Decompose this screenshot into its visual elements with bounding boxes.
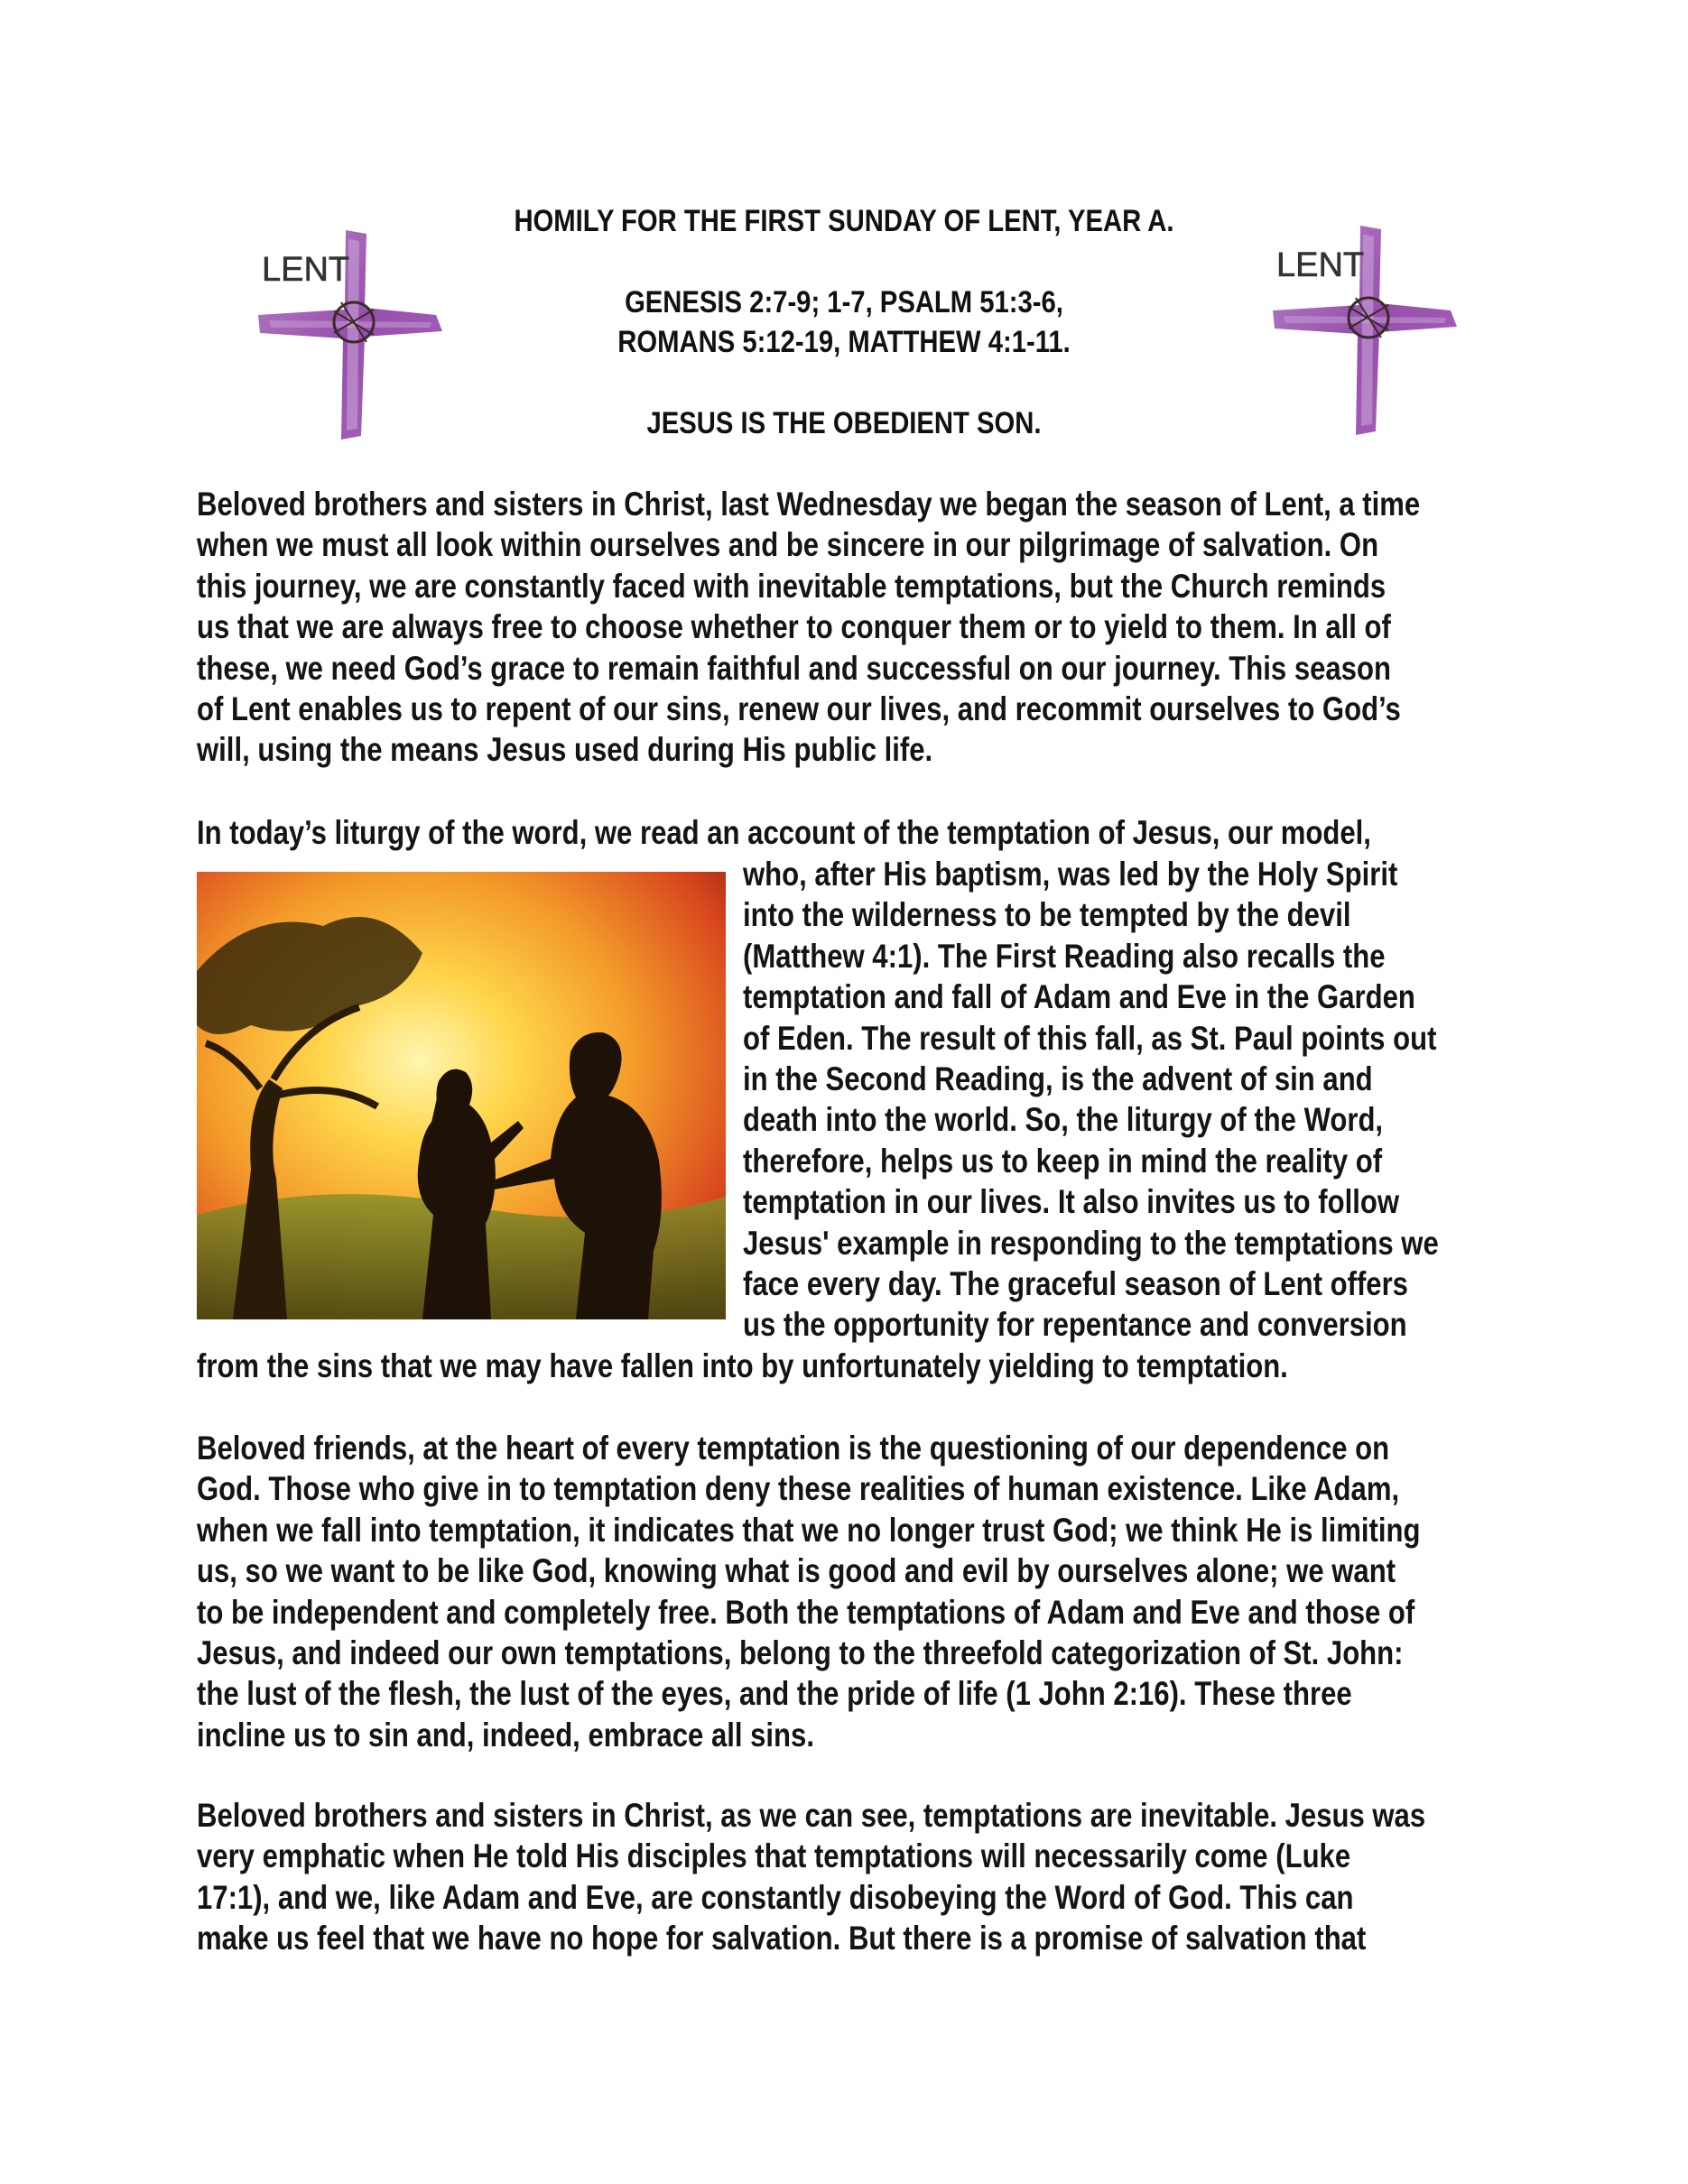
text-line: Beloved friends, at the heart of every temptation is the questioning of our dependence on [197, 1430, 1390, 1467]
text-line: very emphatic when He told His disciples that temptations will necessarily come (Luke [197, 1837, 1351, 1875]
svg-text:LENT: LENT [1276, 246, 1365, 284]
homily-theme: JESUS IS THE OBEDIENT SON. [646, 406, 1042, 440]
text-line: in the Second Reading, is the advent of sin and [743, 1060, 1373, 1098]
text-line: of Eden. The result of this fall, as St. Paul points out [743, 1019, 1437, 1057]
text-line: this journey, we are constantly faced with inevitable temptations, but the Church reminds [197, 567, 1387, 605]
paragraph-4 [197, 1795, 1426, 1959]
text-line: God. Those who give in to temptation deny these realities of human existence. Like Adam, [197, 1470, 1400, 1508]
text-line: to be independent and completely free. Both the temptations of Adam and Eve and those of [197, 1593, 1415, 1631]
text-line: into the wilderness to be tempted by the devil [743, 896, 1351, 934]
text-line: when we must all look within ourselves and be sincere in our pilgrimage of salvation. On [197, 526, 1379, 564]
lent-cross-logo-right [1266, 217, 1473, 442]
homily-title: HOMILY FOR THE FIRST SUNDAY OF LENT, YEAR A. [514, 204, 1174, 238]
text-line: the lust of the flesh, the lust of the eyes, and the pride of life (1 John 2:16). These three [197, 1675, 1352, 1713]
text-line: temptation and fall of Adam and Eve in the Garden [743, 978, 1415, 1016]
text-line: In today’s liturgy of the word, we read an account of the temptation of Jesus, our model, [197, 814, 1371, 851]
text-line: from the sins that we may have fallen into by unfortunately yielding to temptation. [197, 1347, 1288, 1384]
text-line: therefore, helps us to keep in mind the reality of [743, 1142, 1383, 1180]
adam-and-eve-illustration [197, 872, 726, 1319]
text-line: incline us to sin and, indeed, embrace all sins. [197, 1716, 814, 1754]
paragraph-2-wrapped [743, 854, 1439, 1346]
text-line: Beloved brothers and sisters in Christ, as we can see, temptations are inevitable. Jesus was [197, 1797, 1426, 1834]
paragraph-1 [197, 484, 1421, 771]
paragraph-3 [197, 1428, 1421, 1755]
garden-image [197, 872, 726, 1319]
text-line: Jesus, and indeed our own temptations, belong to the threefold categorization of St. John: [197, 1634, 1404, 1672]
paragraph-2-first-line [197, 812, 1371, 853]
text-line: these, we need God’s grace to remain faithful and successful on our journey. This season [197, 649, 1391, 687]
text-line: us, so we want to be like God, knowing what is good and evil by ourselves alone; we want [197, 1552, 1396, 1590]
text-line: us that we are always free to choose whether to conquer them or to yield to them. In all of [197, 608, 1391, 646]
text-line: will, using the means Jesus used during His public life. [197, 731, 933, 769]
text-line: who, after His baptism, was led by the Holy Spirit [743, 856, 1398, 893]
text-line: of Lent enables us to repent of our sins, renew our lives, and recommit ourselves to God’s [197, 690, 1401, 728]
readings-line-2: ROMANS 5:12-19, MATTHEW 4:1-11. [617, 325, 1071, 359]
svg-text:LENT: LENT [262, 251, 350, 289]
text-line: when we fall into temptation, it indicates that we no longer trust God; we think He is limiting [197, 1511, 1421, 1549]
text-line: make us feel that we have no hope for salvation. But there is a promise of salvation that [197, 1920, 1367, 1957]
paragraph-2-last-line [197, 1346, 1289, 1386]
text-line: Jesus' example in responding to the temptations we [743, 1224, 1439, 1262]
text-line: face every day. The graceful season of Lent offers [743, 1265, 1408, 1303]
readings-line-1: GENESIS 2:7-9; 1-7, PSALM 51:3-6, [625, 285, 1063, 319]
text-line: death into the world. So, the liturgy of the Word, [743, 1101, 1384, 1139]
text-line: temptation in our lives. It also invites us to follow [743, 1183, 1400, 1221]
text-line: (Matthew 4:1). The First Reading also recalls the [743, 937, 1386, 975]
text-line: us the opportunity for repentance and conversion [743, 1306, 1407, 1344]
text-line: 17:1), and we, like Adam and Eve, are constantly disobeying the Word of God. This can [197, 1878, 1354, 1916]
cross-icon [1266, 217, 1473, 442]
text-line: Beloved brothers and sisters in Christ, last Wednesday we began the season of Lent, a time [197, 486, 1421, 523]
